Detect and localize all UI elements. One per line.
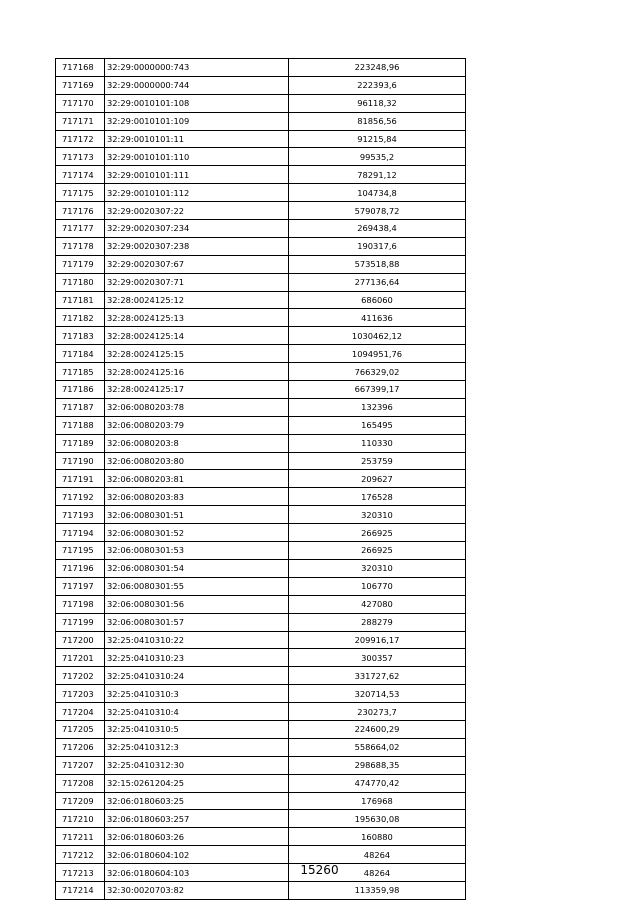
cadastral-number-cell: 32:29:0020307:238 xyxy=(105,237,289,255)
row-id-cell: 717212 xyxy=(56,846,105,864)
table-row xyxy=(56,452,466,470)
table-row xyxy=(56,720,466,738)
cadastral-number-cell: 32:29:0010101:109 xyxy=(105,112,289,130)
row-id-cell: 717179 xyxy=(56,255,105,273)
value-cell: 1030462,12 xyxy=(289,327,466,345)
row-id-cell: 717181 xyxy=(56,291,105,309)
cadastral-number-cell: 32:25:0410312:3 xyxy=(105,738,289,756)
cadastral-number-cell: 32:29:0010101:11 xyxy=(105,130,289,148)
table-row xyxy=(56,792,466,810)
table-row xyxy=(56,130,466,148)
cadastral-number-cell: 32:06:0080203:79 xyxy=(105,416,289,434)
table-row xyxy=(56,828,466,846)
row-id-cell: 717205 xyxy=(56,720,105,738)
cadastral-number-cell: 32:06:0080301:52 xyxy=(105,524,289,542)
cadastral-number-cell: 32:29:0020307:22 xyxy=(105,202,289,220)
cadastral-number-cell: 32:29:0000000:743 xyxy=(105,59,289,77)
cadastral-number-cell: 32:06:0180603:26 xyxy=(105,828,289,846)
cadastral-number-cell: 32:28:0024125:16 xyxy=(105,363,289,381)
table-row xyxy=(56,148,466,166)
row-id-cell: 717187 xyxy=(56,398,105,416)
row-id-cell: 717210 xyxy=(56,810,105,828)
value-cell: 579078,72 xyxy=(289,202,466,220)
table-row xyxy=(56,273,466,291)
cadastral-number-cell: 32:28:0024125:12 xyxy=(105,291,289,309)
cadastral-number-cell: 32:29:0010101:112 xyxy=(105,184,289,202)
value-cell: 190317,6 xyxy=(289,237,466,255)
value-cell: 288279 xyxy=(289,613,466,631)
table-row xyxy=(56,488,466,506)
cadastral-number-cell: 32:29:0020307:71 xyxy=(105,273,289,291)
row-id-cell: 717178 xyxy=(56,237,105,255)
row-id-cell: 717198 xyxy=(56,595,105,613)
table-row xyxy=(56,255,466,273)
table-row xyxy=(56,524,466,542)
row-id-cell: 717185 xyxy=(56,363,105,381)
value-cell: 573518,88 xyxy=(289,255,466,273)
table-row xyxy=(56,363,466,381)
row-id-cell: 717191 xyxy=(56,470,105,488)
row-id-cell: 717184 xyxy=(56,345,105,363)
cadastral-number-cell: 32:30:0020703:82 xyxy=(105,881,289,899)
table-row xyxy=(56,202,466,220)
row-id-cell: 717201 xyxy=(56,649,105,667)
table-row xyxy=(56,112,466,130)
row-id-cell: 717213 xyxy=(56,864,105,882)
value-cell: 160880 xyxy=(289,828,466,846)
cadastral-number-cell: 32:06:0080203:78 xyxy=(105,398,289,416)
value-cell: 766329,02 xyxy=(289,363,466,381)
table-row xyxy=(56,327,466,345)
table-row xyxy=(56,846,466,864)
row-id-cell: 717183 xyxy=(56,327,105,345)
table-row xyxy=(56,94,466,112)
table-row xyxy=(56,434,466,452)
table-row xyxy=(56,649,466,667)
value-cell: 165495 xyxy=(289,416,466,434)
value-cell: 686060 xyxy=(289,291,466,309)
cadastral-number-cell: 32:25:0410310:5 xyxy=(105,720,289,738)
row-id-cell: 717188 xyxy=(56,416,105,434)
value-cell: 209916,17 xyxy=(289,631,466,649)
value-cell: 48264 xyxy=(289,864,466,882)
row-id-cell: 717173 xyxy=(56,148,105,166)
cadastral-value-table xyxy=(55,58,466,900)
table-row xyxy=(56,309,466,327)
cadastral-number-cell: 32:25:0410310:3 xyxy=(105,685,289,703)
row-id-cell: 717189 xyxy=(56,434,105,452)
cadastral-number-cell: 32:06:0080301:56 xyxy=(105,595,289,613)
table-row xyxy=(56,703,466,721)
value-cell: 558664,02 xyxy=(289,738,466,756)
value-cell: 96118,32 xyxy=(289,94,466,112)
value-cell: 331727,62 xyxy=(289,667,466,685)
row-id-cell: 717196 xyxy=(56,559,105,577)
row-id-cell: 717209 xyxy=(56,792,105,810)
table-row xyxy=(56,166,466,184)
table-row xyxy=(56,59,466,77)
cadastral-number-cell: 32:25:0410312:30 xyxy=(105,756,289,774)
table-row xyxy=(56,577,466,595)
row-id-cell: 717208 xyxy=(56,774,105,792)
row-id-cell: 717195 xyxy=(56,542,105,560)
value-cell: 253759 xyxy=(289,452,466,470)
cadastral-number-cell: 32:28:0024125:17 xyxy=(105,381,289,399)
cadastral-number-cell: 32:29:0010101:110 xyxy=(105,148,289,166)
cadastral-number-cell: 32:06:0080301:51 xyxy=(105,506,289,524)
row-id-cell: 717193 xyxy=(56,506,105,524)
table-row xyxy=(56,756,466,774)
table-row xyxy=(56,881,466,899)
value-cell: 269438,4 xyxy=(289,220,466,238)
table-row xyxy=(56,220,466,238)
table-row xyxy=(56,398,466,416)
table-row xyxy=(56,810,466,828)
table-row xyxy=(56,184,466,202)
table-row xyxy=(56,774,466,792)
row-id-cell: 717168 xyxy=(56,59,105,77)
value-cell: 230273,7 xyxy=(289,703,466,721)
cadastral-number-cell: 32:25:0410310:4 xyxy=(105,703,289,721)
value-cell: 113359,98 xyxy=(289,881,466,899)
value-cell: 132396 xyxy=(289,398,466,416)
table-row xyxy=(56,76,466,94)
table-row xyxy=(56,542,466,560)
cadastral-number-cell: 32:29:0020307:234 xyxy=(105,220,289,238)
cadastral-number-cell: 32:06:0080301:54 xyxy=(105,559,289,577)
value-cell: 223248,96 xyxy=(289,59,466,77)
row-id-cell: 717169 xyxy=(56,76,105,94)
cadastral-number-cell: 32:29:0010101:111 xyxy=(105,166,289,184)
row-id-cell: 717194 xyxy=(56,524,105,542)
value-cell: 48264 xyxy=(289,846,466,864)
row-id-cell: 717202 xyxy=(56,667,105,685)
table-row xyxy=(56,613,466,631)
cadastral-number-cell: 32:06:0080203:80 xyxy=(105,452,289,470)
cadastral-number-cell: 32:06:0080301:57 xyxy=(105,613,289,631)
table-row xyxy=(56,667,466,685)
row-id-cell: 717192 xyxy=(56,488,105,506)
table-body xyxy=(56,59,466,900)
table-row xyxy=(56,631,466,649)
value-cell: 195630,08 xyxy=(289,810,466,828)
value-cell: 1094951,76 xyxy=(289,345,466,363)
row-id-cell: 717203 xyxy=(56,685,105,703)
row-id-cell: 717174 xyxy=(56,166,105,184)
cadastral-number-cell: 32:25:0410310:22 xyxy=(105,631,289,649)
table-row xyxy=(56,559,466,577)
value-cell: 106770 xyxy=(289,577,466,595)
cadastral-number-cell: 32:28:0024125:13 xyxy=(105,309,289,327)
row-id-cell: 717177 xyxy=(56,220,105,238)
value-cell: 320310 xyxy=(289,559,466,577)
table-row xyxy=(56,416,466,434)
value-cell: 427080 xyxy=(289,595,466,613)
value-cell: 224600,29 xyxy=(289,720,466,738)
row-id-cell: 717170 xyxy=(56,94,105,112)
value-cell: 300357 xyxy=(289,649,466,667)
cadastral-number-cell: 32:29:0000000:744 xyxy=(105,76,289,94)
cadastral-number-cell: 32:06:0180603:25 xyxy=(105,792,289,810)
value-cell: 81856,56 xyxy=(289,112,466,130)
row-id-cell: 717206 xyxy=(56,738,105,756)
row-id-cell: 717211 xyxy=(56,828,105,846)
row-id-cell: 717190 xyxy=(56,452,105,470)
value-cell: 104734,8 xyxy=(289,184,466,202)
row-id-cell: 717214 xyxy=(56,881,105,899)
cadastral-number-cell: 32:06:0180603:257 xyxy=(105,810,289,828)
table-row xyxy=(56,237,466,255)
table-row xyxy=(56,345,466,363)
value-cell: 474770,42 xyxy=(289,774,466,792)
value-cell: 320310 xyxy=(289,506,466,524)
row-id-cell: 717176 xyxy=(56,202,105,220)
cadastral-number-cell: 32:25:0410310:23 xyxy=(105,649,289,667)
row-id-cell: 717207 xyxy=(56,756,105,774)
table-row xyxy=(56,595,466,613)
value-cell: 411636 xyxy=(289,309,466,327)
row-id-cell: 717172 xyxy=(56,130,105,148)
value-cell: 277136,64 xyxy=(289,273,466,291)
value-cell: 209627 xyxy=(289,470,466,488)
value-cell: 266925 xyxy=(289,542,466,560)
value-cell: 78291,12 xyxy=(289,166,466,184)
value-cell: 176528 xyxy=(289,488,466,506)
page-number: 15260 xyxy=(300,863,339,877)
cadastral-number-cell: 32:15:0261204:25 xyxy=(105,774,289,792)
table-row xyxy=(56,506,466,524)
cadastral-number-cell: 32:25:0410310:24 xyxy=(105,667,289,685)
value-cell: 91215,84 xyxy=(289,130,466,148)
value-cell: 222393,6 xyxy=(289,76,466,94)
value-cell: 110330 xyxy=(289,434,466,452)
cadastral-number-cell: 32:06:0180604:102 xyxy=(105,846,289,864)
row-id-cell: 717171 xyxy=(56,112,105,130)
value-cell: 667399,17 xyxy=(289,381,466,399)
value-cell: 298688,35 xyxy=(289,756,466,774)
cadastral-number-cell: 32:29:0010101:108 xyxy=(105,94,289,112)
table-row xyxy=(56,291,466,309)
cadastral-number-cell: 32:29:0020307:67 xyxy=(105,255,289,273)
value-cell: 176968 xyxy=(289,792,466,810)
row-id-cell: 717186 xyxy=(56,381,105,399)
value-cell: 320714,53 xyxy=(289,685,466,703)
row-id-cell: 717200 xyxy=(56,631,105,649)
row-id-cell: 717175 xyxy=(56,184,105,202)
table-row xyxy=(56,685,466,703)
cadastral-number-cell: 32:06:0180604:103 xyxy=(105,864,289,882)
cadastral-number-cell: 32:28:0024125:14 xyxy=(105,327,289,345)
cadastral-number-cell: 32:06:0080301:55 xyxy=(105,577,289,595)
cadastral-number-cell: 32:28:0024125:15 xyxy=(105,345,289,363)
row-id-cell: 717180 xyxy=(56,273,105,291)
table-row xyxy=(56,738,466,756)
cadastral-number-cell: 32:06:0080203:81 xyxy=(105,470,289,488)
row-id-cell: 717204 xyxy=(56,703,105,721)
value-cell: 266925 xyxy=(289,524,466,542)
value-cell: 99535,2 xyxy=(289,148,466,166)
cadastral-number-cell: 32:06:0080203:8 xyxy=(105,434,289,452)
row-id-cell: 717197 xyxy=(56,577,105,595)
row-id-cell: 717182 xyxy=(56,309,105,327)
table-row xyxy=(56,470,466,488)
cadastral-number-cell: 32:06:0080203:83 xyxy=(105,488,289,506)
cadastral-number-cell: 32:06:0080301:53 xyxy=(105,542,289,560)
table-row xyxy=(56,381,466,399)
row-id-cell: 717199 xyxy=(56,613,105,631)
